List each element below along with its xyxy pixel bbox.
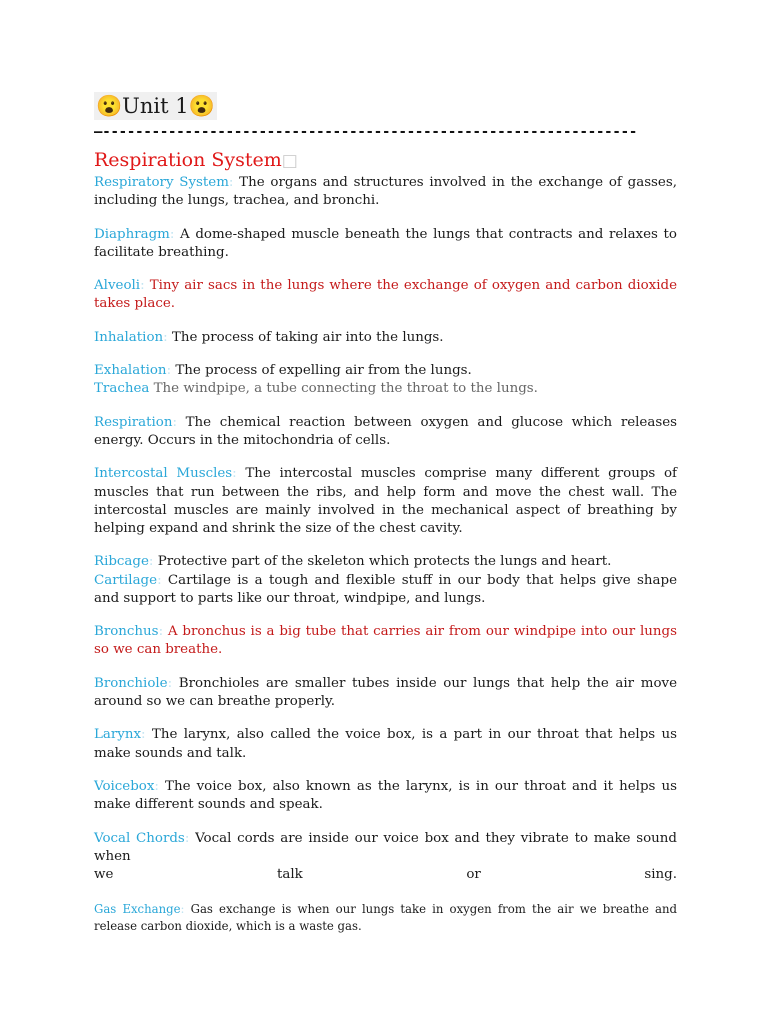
entry-text: A dome-shaped muscle beneath the lungs that contracts and relaxes to facilitate breathing. <box>94 226 677 260</box>
entry-text: The organs and structures involved in the exchange of gasses, including the lungs, trachea, and bronchi. <box>94 175 677 209</box>
entry-term: Respiratory System <box>94 175 229 190</box>
entry-bronchiole <box>94 675 677 711</box>
entry-term: Voicebox <box>94 778 155 794</box>
entry-term: Alveoli <box>94 278 141 294</box>
entry-term: Bronchus <box>94 624 159 640</box>
entry-text: A bronchus is a big tube that carries air from our windpipe into our lungs so we can breathe. <box>94 624 677 658</box>
term-colon: : <box>167 675 173 691</box>
term-colon: : <box>148 554 154 570</box>
entry-word: talk <box>276 866 303 882</box>
entry-text: Vocal cords are inside our voice box and they vibrate to make sound when <box>94 830 677 864</box>
entry-vocal-chords <box>94 830 677 885</box>
entry-term: Inhalation <box>94 329 164 345</box>
term-colon: : <box>228 175 234 190</box>
entry-word: or <box>466 866 481 882</box>
dashed-rule: —----------------------------------------------------------------- <box>94 124 638 140</box>
entry-line <box>94 830 677 866</box>
entry-term: Trachea <box>94 381 150 397</box>
document-page <box>94 90 677 935</box>
entry-term: Exhalation <box>94 363 167 379</box>
entry-text: Gas exchange is when our lungs take in oxygen from the air we breathe and release carbon dioxide, which is a waste gas. <box>94 902 677 934</box>
entry-text: The larynx, also called the voice box, is a part in our throat that helps us make sounds and talk. <box>94 727 677 761</box>
term-colon: : <box>157 572 162 588</box>
entry-exhalation <box>94 362 677 380</box>
entry-larynx <box>94 726 677 762</box>
entry-text: The windpipe, a tube connecting the throat to the lungs. <box>149 381 538 397</box>
entry-text: The chemical reaction between oxygen and glucose which releases energy. Occurs in the mitochondria of cells. <box>94 414 677 448</box>
entry-diaphragm <box>94 226 677 262</box>
entry-term: Respiration <box>94 414 173 430</box>
entry-text: The intercostal muscles comprise many different groups of muscles that run between the ribs, and help form and move the chest wall. The intercostal muscles are mainly involved in the mechanical aspect of breathing by helping expand and shrink the size of the chest cavity. <box>94 466 677 536</box>
entry-line-justified <box>94 866 677 884</box>
term-colon: : <box>141 727 146 743</box>
section-title-text: Respiration System <box>94 149 282 171</box>
entry-word: we <box>94 866 114 882</box>
entry-respiratory-system <box>94 174 677 210</box>
entry-cartilage <box>94 572 677 608</box>
term-colon: : <box>232 466 237 482</box>
term-colon: : <box>140 278 145 294</box>
entry-text: Bronchioles are smaller tubes inside our lungs that help the air move around so we can breathe properly. <box>94 675 677 709</box>
entry-trachea <box>94 380 677 398</box>
entry-bronchus <box>94 623 677 659</box>
entry-text: The voice box, also known as the larynx, is in our throat and it helps us make different sounds and speak. <box>94 778 677 813</box>
entry-gas-exchange <box>94 901 677 935</box>
entry-intercostal-muscles <box>94 465 677 538</box>
entry-ribcage <box>94 553 677 571</box>
entry-term: Intercostal Muscles <box>94 466 233 482</box>
unit-heading <box>94 90 677 120</box>
entry-text: Tiny air sacs in the lungs where the exchange of oxygen and carbon dioxide takes place. <box>94 278 677 312</box>
unit-title: 😮Unit 1😮 <box>96 94 215 118</box>
term-colon: : <box>180 902 185 917</box>
entry-term: Ribcage <box>94 554 149 570</box>
term-colon: : <box>163 329 168 345</box>
entry-alveoli <box>94 277 677 313</box>
entry-term: Vocal Chords <box>94 830 185 846</box>
entry-term: Gas Exchange <box>94 902 181 917</box>
entry-voicebox <box>94 778 677 814</box>
entry-respiration <box>94 414 677 450</box>
term-colon: : <box>169 226 175 242</box>
entry-text: The process of expelling air from the lungs. <box>171 363 472 379</box>
entry-inhalation <box>94 329 677 347</box>
entry-text: The process of taking air into the lungs. <box>167 329 444 345</box>
term-colon: : <box>158 624 164 640</box>
entry-word: sing. <box>644 866 677 882</box>
section-title <box>94 147 677 174</box>
entry-text: Cartilage is a tough and flexible stuff in our body that helps give shape and support to parts like our throat, windpipe, and lungs. <box>94 572 677 606</box>
entry-term: Bronchiole <box>94 675 168 691</box>
entry-term: Larynx <box>94 727 142 743</box>
term-colon: : <box>154 778 159 794</box>
term-colon: : <box>166 363 172 379</box>
missing-glyph-icon: □ <box>281 151 298 171</box>
term-colon: : <box>172 414 177 430</box>
term-colon: : <box>184 830 190 846</box>
entry-term: Cartilage <box>94 572 158 588</box>
entry-term: Diaphragm <box>94 226 170 242</box>
entry-text: Protective part of the skeleton which protects the lungs and heart. <box>153 554 612 570</box>
